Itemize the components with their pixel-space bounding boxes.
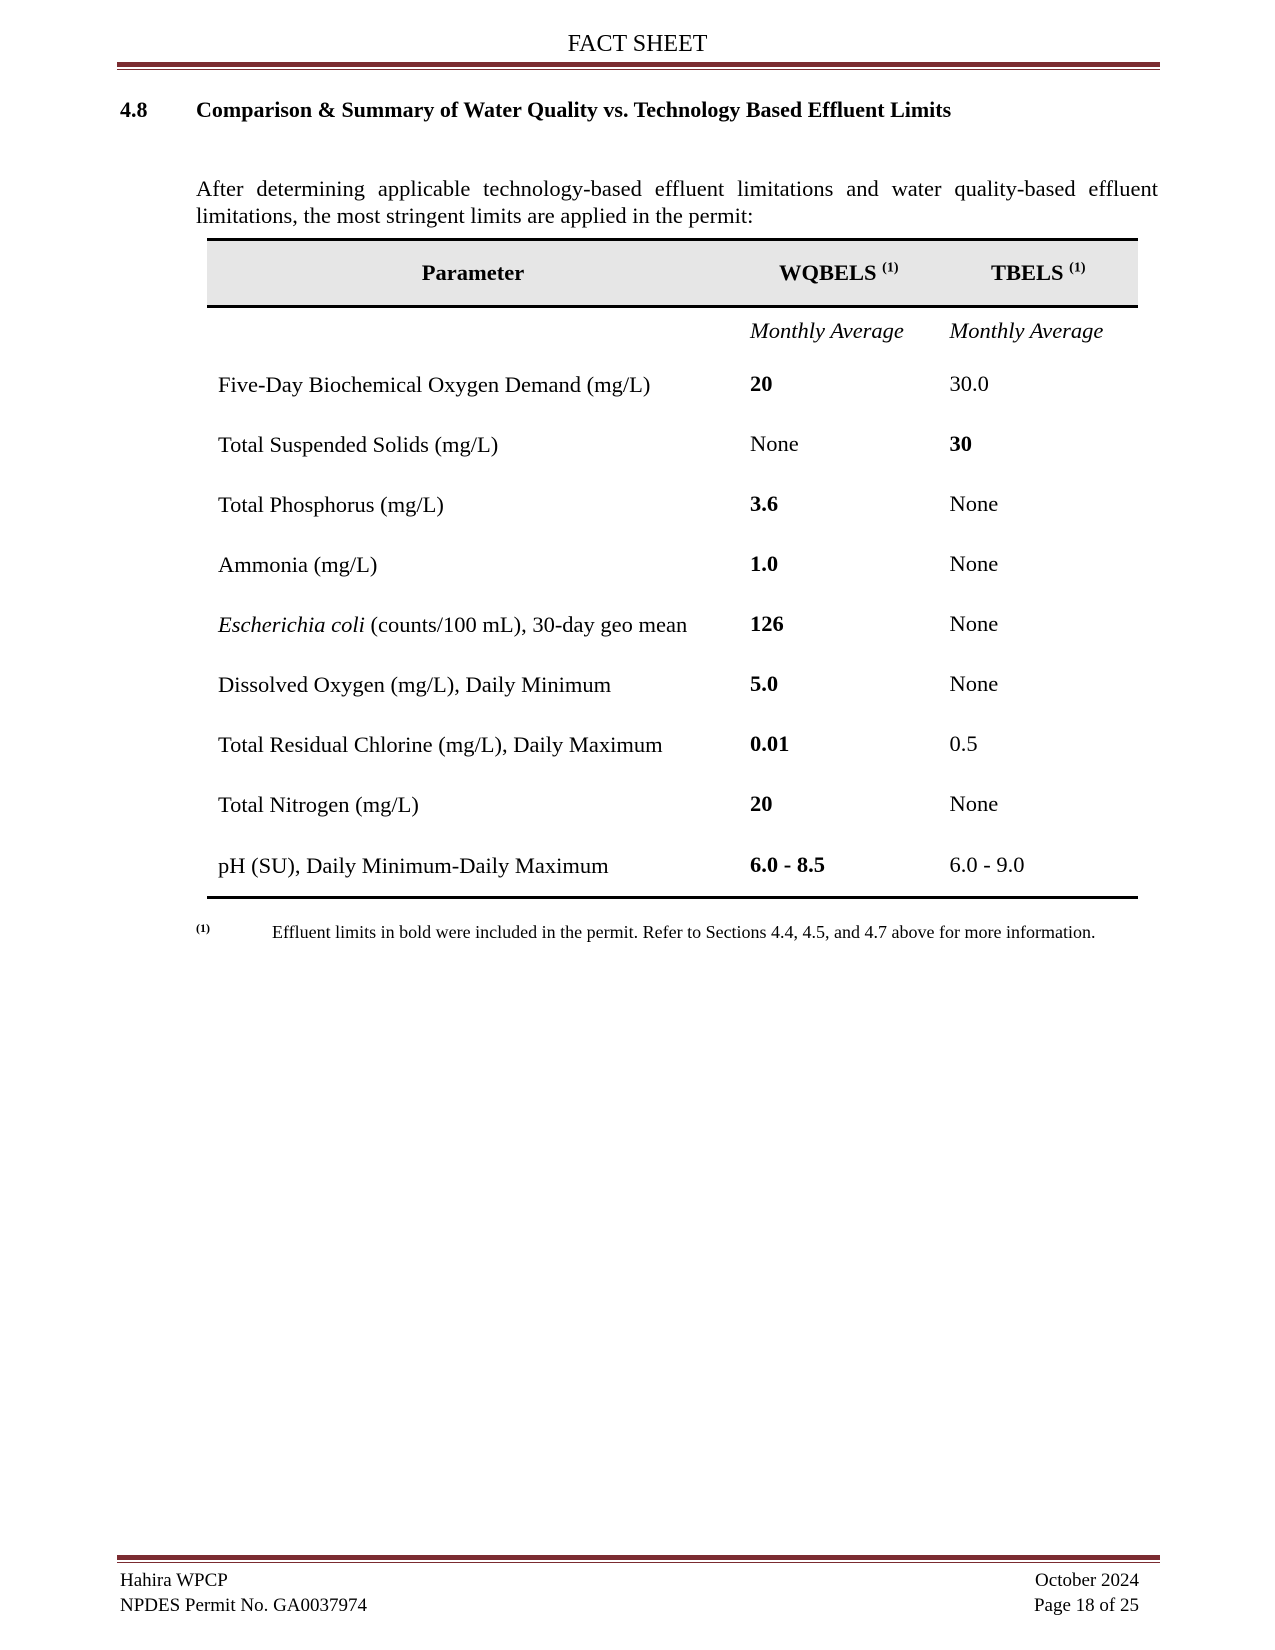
effluent-limits-table: [207, 238, 1138, 899]
footer-facility: Hahira WPCP: [120, 1570, 228, 1591]
table-row: [207, 354, 1138, 414]
section-intro: After determining applicable technology-based effluent limitations and water quality-based effluent limitations, the most stringent limits are applied in the permit:: [196, 175, 1158, 228]
parameter-cell: Five-Day Biochemical Oxygen Demand (mg/L): [218, 371, 651, 397]
table-row: [207, 474, 1138, 534]
table-row: [207, 534, 1138, 594]
section-heading: [120, 96, 951, 124]
table-row: [207, 654, 1138, 714]
parameter-cell: Dissolved Oxygen (mg/L), Daily Minimum: [218, 671, 612, 697]
parameter-text: (counts/100 mL), 30-day geo mean: [364, 611, 688, 637]
header-wqbels: WQBELS $^{(1)}$: [739, 240, 939, 307]
parameter-cell: Total Residual Chlorine (mg/L), Daily Maximum: [218, 731, 663, 757]
tbels-cell: None: [949, 611, 999, 636]
parameter-cell: Total Suspended Solids (mg/L): [218, 431, 499, 457]
footnote-mark: (1): [196, 921, 210, 935]
parameter-cell: Total Phosphorus (mg/L): [218, 491, 444, 517]
footer-date: October 2024: [1035, 1570, 1139, 1591]
tbels-cell: 30.0: [949, 371, 989, 396]
tbels-cell: None: [949, 551, 999, 576]
wqbels-cell: None: [750, 431, 799, 456]
subheader-wqbels: Monthly Average: [750, 318, 904, 343]
wqbels-cell: 5.0: [750, 671, 779, 696]
table-row: [207, 774, 1138, 834]
parameter-cell: pH (SU), Daily Minimum-Daily Maximum: [207, 834, 739, 898]
tbels-cell: None: [949, 491, 999, 516]
footer-permit-number: NPDES Permit No. GA0037974: [120, 1595, 368, 1616]
table-footnote: [196, 920, 1136, 944]
header-rule: [117, 62, 1160, 70]
tbels-cell: None: [949, 791, 999, 816]
table-row: [207, 834, 1138, 898]
table-header-row: [207, 240, 1138, 307]
section-title: Comparison & Summary of Water Quality vs. Technology Based Effluent Limits: [196, 97, 952, 122]
tbels-cell: 30: [949, 431, 972, 456]
parameter-cell: Ammonia (mg/L): [218, 551, 378, 577]
tbels-cell: 6.0 - 9.0: [939, 834, 1139, 898]
subheader-tbels: Monthly Average: [949, 318, 1104, 343]
wqbels-cell: 126: [750, 611, 784, 636]
wqbels-cell: 20: [750, 791, 773, 816]
tbels-cell: 0.5: [949, 731, 978, 756]
table-row: [207, 414, 1138, 474]
page-header-title: FACT SHEET: [567, 31, 708, 57]
table-row: [207, 594, 1138, 654]
footer-rule: [117, 1555, 1160, 1563]
wqbels-cell: 1.0: [750, 551, 779, 576]
wqbels-cell: 6.0 - 8.5: [739, 834, 939, 898]
tbels-cell: None: [949, 671, 999, 696]
wqbels-cell: 0.01: [750, 731, 790, 756]
wqbels-cell: 3.6: [750, 491, 779, 516]
footer-page-number: Page 18 of 25: [1033, 1595, 1139, 1616]
header-tbels: TBELS $^{(1)}$: [939, 240, 1139, 307]
table-subheader-row: [207, 307, 1138, 355]
section-number: 4.8: [120, 97, 148, 122]
parameter-italic-text: Escherichia coli: [218, 611, 365, 637]
parameter-cell: Total Nitrogen (mg/L): [218, 791, 419, 817]
footer-right: [1034, 1568, 1139, 1618]
footer-left: [120, 1568, 367, 1618]
header-parameter: Parameter: [207, 240, 739, 307]
footnote-text: Effluent limits in bold were included in the permit. Refer to Sections 4.4, 4.5, and 4.7 above for more information.: [272, 922, 1096, 942]
table-row: [207, 714, 1138, 774]
parameter-cell: [207, 594, 739, 654]
wqbels-cell: 20: [750, 371, 773, 396]
